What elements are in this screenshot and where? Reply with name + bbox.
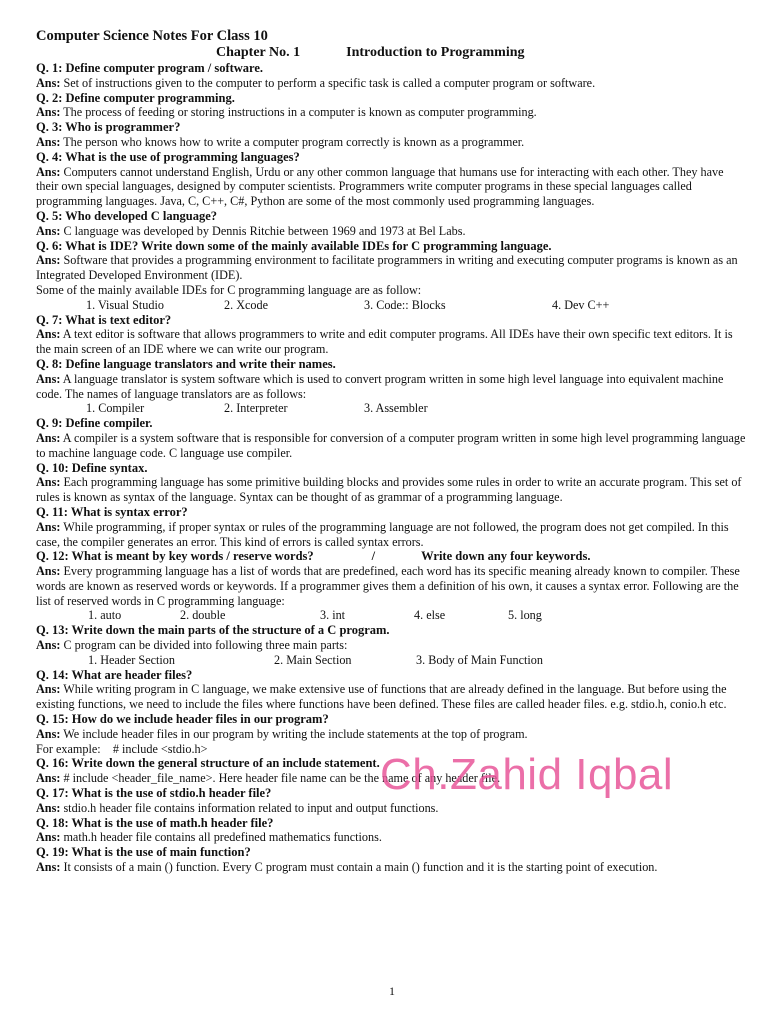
answer-10: Ans: Each programming language has some primitive building blocks and provides some rules in order to write an accurate program. This set of rules is known as syntax of the language. Syntax can be thought of as grammar of a programming language.	[36, 475, 742, 505]
list-item: 1. Compiler	[86, 401, 145, 416]
program-parts-list	[36, 653, 746, 668]
answer-11: Ans: While programming, if proper syntax or rules of the programming language are not followed, the program does not get compiled. In this case, the compiler generates an error. This kind of errors is called syntax errors.	[36, 519, 729, 549]
answer-15-example: For example: # include <stdio.h>	[36, 741, 208, 756]
author-watermark: Ch.Zahid Iqbal	[380, 750, 674, 799]
answer-9: Ans: A compiler is a system software that is responsible for conversion of a computer program written in some high level programming language to machine language code. C language use compiler.	[36, 430, 746, 460]
list-item: 3. Code:: Blocks	[364, 297, 446, 312]
list-item: 5. long	[508, 608, 542, 623]
answer-6-list-intro: Some of the mainly available IDEs for C programming language are as follow:	[36, 282, 422, 297]
list-item: 3. Body of Main Function	[416, 652, 543, 667]
list-item: 1. Header Section	[88, 652, 175, 667]
document-page	[36, 28, 746, 875]
answer-7: Ans: A text editor is software that allows programmers to write and edit computer programs. All IDEs have their own specific text editors. It is the main screen of an IDE where we can write our program.	[36, 327, 733, 357]
question-14: Q. 14: What are header files?	[36, 667, 193, 682]
translator-list	[36, 401, 746, 416]
list-item: 1. auto	[88, 608, 122, 623]
list-item: 1. Visual Studio	[86, 297, 164, 312]
question-8: Q. 8: Define language translators and write their names.	[36, 356, 336, 371]
answer-18: Ans: math.h header file contains all predefined mathematics functions.	[36, 830, 382, 845]
chapter-name: Introduction to Programming	[346, 45, 525, 60]
list-item: 2. Main Section	[274, 652, 352, 667]
answer-8: Ans: A language translator is system software which is used to convert program written in some high level language into equivalent machine code. The names of language translators are as follows:	[36, 371, 724, 401]
list-item: 4. else	[414, 608, 446, 623]
question-17: Q. 17: What is the use of stdio.h header file?	[36, 786, 272, 801]
answer-17: Ans: stdio.h header file contains information related to input and output functions.	[36, 800, 439, 815]
list-item: 2. double	[180, 608, 226, 623]
answer-13: Ans: C program can be divided into following three main parts:	[36, 638, 348, 653]
list-item: 3. int	[320, 608, 346, 623]
answer-12: Ans: Every programming language has a list of words that are predefined, each word has its specific meaning already known to compiler. These words are known as reserved words or keywords. If a programmer gives them a definition of his own, it causes a syntax error. Following are the list of reserved words in C programming language:	[36, 564, 740, 608]
question-15: Q. 15: How do we include header files in our program?	[36, 712, 329, 727]
chapter-number: Chapter No. 1	[216, 45, 301, 60]
chapter-heading	[36, 45, 746, 61]
question-18: Q. 18: What is the use of math.h header file?	[36, 815, 274, 830]
question-5: Q. 5: Who developed C language?	[36, 208, 218, 223]
answer-5: Ans: C language was developed by Dennis Ritchie between 1969 and 1973 at Bel Labs.	[36, 223, 466, 238]
question-19: Q. 19: What is the use of main function?	[36, 845, 251, 860]
page-number: 1	[389, 984, 395, 998]
question-3: Q. 3: Who is programmer?	[36, 120, 181, 135]
answer-15: Ans: We include header files in our program by writing the include statements at the top of program.	[36, 726, 528, 741]
question-7: Q. 7: What is text editor?	[36, 312, 172, 327]
answer-14: Ans: While writing program in C language, we make extensive use of functions that are already defined in the language. But before using the existing functions, we need to include the files where functions have been defined. These files are called header files. e.g. stdio.h, conio.h etc.	[36, 682, 727, 712]
list-item: 4. Dev C++	[552, 297, 610, 312]
answer-3: Ans: The person who knows how to write a computer program correctly is known as a programmer.	[36, 134, 525, 149]
question-2: Q. 2: Define computer programming.	[36, 90, 235, 105]
question-10: Q. 10: Define syntax.	[36, 460, 148, 475]
answer-19: Ans: It consists of a main () function. Every C program must contain a main () function and it is the starting point of execution.	[36, 860, 658, 875]
question-16: Q. 16: Write down the general structure of an include statement.	[36, 756, 380, 771]
question-13: Q. 13: Write down the main parts of the structure of a C program.	[36, 623, 390, 638]
list-item: 2. Xcode	[224, 297, 268, 312]
answer-4: Ans: Computers cannot understand English, Urdu or any other common language that humans use for interacting with each other. They have their own special languages, designed by computer scientists. Programmers write computer programs in these special languages called programming languages. Java, C, C++, C#, Python are some of the most commonly used programming languages.	[36, 164, 724, 209]
question-4: Q. 4: What is the use of programming languages?	[36, 149, 300, 164]
ide-list	[36, 298, 746, 313]
answer-16: Ans: # include <header_file_name>. Here header file name can be the name of any header file.	[36, 771, 501, 786]
document-title: Computer Science Notes For Class 10	[36, 28, 268, 44]
answer-2: Ans: The process of feeding or storing instructions in a computer is known as computer programming.	[36, 105, 537, 120]
answer-6: Ans: Software that provides a programming environment to facilitate programmers in writing and executing computer programs is known as an Integrated Developed Environment (IDE).	[36, 253, 738, 283]
list-item: 2. Interpreter	[224, 401, 288, 416]
keyword-list	[36, 608, 746, 623]
answer-1: Ans: Set of instructions given to the computer to perform a specific task is called a computer program or software.	[36, 75, 596, 90]
list-item: 3. Assembler	[364, 401, 428, 416]
question-11: Q. 11: What is syntax error?	[36, 504, 188, 519]
question-1: Q. 1: Define computer program / software.	[36, 61, 264, 75]
question-9: Q. 9: Define compiler.	[36, 416, 153, 431]
question-12: Q. 12: What is meant by key words / reserve words? / Write down any four keywords.	[36, 549, 591, 564]
question-6: Q. 6: What is IDE? Write down some of the mainly available IDEs for C programming language.	[36, 238, 552, 253]
